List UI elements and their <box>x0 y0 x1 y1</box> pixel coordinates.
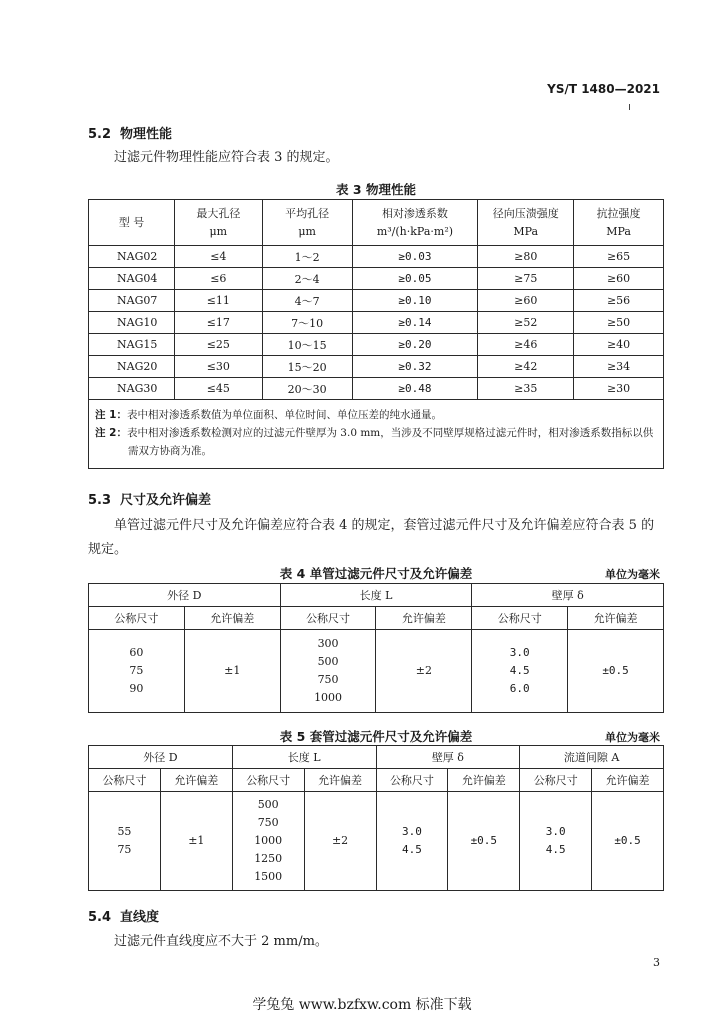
cell-value: ±2 <box>415 664 432 677</box>
section-number: 5.4 <box>88 910 112 925</box>
sub-header: 公称尺寸 <box>280 607 376 630</box>
header-label: 相对渗透系数 <box>381 206 448 220</box>
table-cell: 2～4 <box>262 268 352 290</box>
section-5-3-text: 单管过滤元件尺寸及允许偏差应符合表 4 的规定，套管过滤元件尺寸及允许偏差应符合表 5 的规定。 <box>88 518 655 557</box>
cell-value: 75 <box>129 664 144 677</box>
sub-header: 允许偏差 <box>304 769 376 792</box>
table-cell: 20～30 <box>262 378 352 400</box>
table-cell: ≤25 <box>174 334 262 356</box>
cell-value: 1500 <box>254 870 283 883</box>
header-label: 最大孔径 <box>196 206 241 220</box>
table-cell: ≥0.14 <box>352 312 478 334</box>
sub-header: 公称尺寸 <box>376 769 448 792</box>
header-label: 抗拉强度 <box>596 206 641 220</box>
data-cell <box>448 792 520 891</box>
header-cell <box>174 200 262 246</box>
table-4 <box>88 583 664 713</box>
data-cell <box>304 792 376 891</box>
group-header: 流道间隙 A <box>520 746 664 769</box>
table-cell: ≥0.48 <box>352 378 478 400</box>
table-cell: NAG07 <box>89 290 175 312</box>
table-cell: ≥60 <box>574 268 664 290</box>
header-unit: MPa <box>606 224 631 238</box>
table-cell: 15～20 <box>262 356 352 378</box>
section-number: 5.2 <box>88 127 112 142</box>
table-cell: ≥56 <box>574 290 664 312</box>
header-label: 径向压溃强度 <box>492 206 559 220</box>
cell-value: 90 <box>129 682 144 695</box>
cell-value: 60 <box>129 646 144 659</box>
table-cell: NAG20 <box>89 356 175 378</box>
table-3-notes <box>89 400 664 469</box>
cell-value: 1000 <box>254 834 283 847</box>
table-5 <box>88 745 664 891</box>
cell-value: 500 <box>257 798 279 811</box>
header-label: 型 号 <box>118 215 145 229</box>
table-cell: ≥50 <box>574 312 664 334</box>
table-cell: ≥75 <box>478 268 574 290</box>
data-cell <box>89 630 185 713</box>
table-cell: ≤30 <box>174 356 262 378</box>
cell-value: 6.0 <box>509 682 530 695</box>
table-cell: 4～7 <box>262 290 352 312</box>
section-5-3-heading <box>88 489 211 508</box>
cell-value: 4.5 <box>402 843 422 856</box>
cell-value: ±1 <box>224 664 241 677</box>
cell-value: 4.5 <box>509 664 530 677</box>
header-cell <box>262 200 352 246</box>
section-5-4-heading <box>88 906 159 925</box>
sub-header: 公称尺寸 <box>89 769 161 792</box>
table-cell: NAG30 <box>89 378 175 400</box>
standard-code: YS/T 1480—2021 <box>547 82 660 96</box>
table-cell: ≥30 <box>574 378 664 400</box>
table-cell: ≤6 <box>174 268 262 290</box>
sub-header: 公称尺寸 <box>472 607 568 630</box>
sub-header: 公称尺寸 <box>89 607 185 630</box>
table-row <box>89 290 664 312</box>
table-cell: ≥60 <box>478 290 574 312</box>
header-cell <box>352 200 478 246</box>
table-4-title: 表 4 单管过滤元件尺寸及允许偏差 <box>279 566 473 581</box>
cell-value: 1250 <box>254 852 283 865</box>
table-cell: 7～10 <box>262 312 352 334</box>
table-cell: ≥0.10 <box>352 290 478 312</box>
table-4-data-row <box>89 630 664 713</box>
data-cell <box>592 792 664 891</box>
sub-header: 允许偏差 <box>592 769 664 792</box>
header-cell <box>89 200 175 246</box>
data-cell <box>376 792 448 891</box>
header-cell <box>574 200 664 246</box>
table-cell: 10～15 <box>262 334 352 356</box>
section-title: 尺寸及允许偏差 <box>120 493 212 508</box>
table-5-data-row <box>89 792 664 891</box>
group-header: 外径 D <box>89 746 233 769</box>
cell-value: ±1 <box>188 834 205 847</box>
table-cell: ≥34 <box>574 356 664 378</box>
section-number: 5.3 <box>88 493 112 508</box>
header-unit: μm <box>209 224 228 238</box>
site-footer: 学兔兔 www.bzfxw.com 标准下载 <box>252 997 472 1013</box>
table-cell: ≤17 <box>174 312 262 334</box>
data-cell <box>232 792 304 891</box>
table-row <box>89 312 664 334</box>
table-cell: NAG10 <box>89 312 175 334</box>
table-4-subheader-row <box>89 607 664 630</box>
cell-value: 1000 <box>314 691 343 704</box>
note-text: 表中相对渗透系数检测对应的过滤元件壁厚为 3.0 mm，当涉及不同壁厚规格过滤元件时，相对渗透系数指标以供需双方协商为准。 <box>126 427 654 457</box>
table-3 <box>88 199 664 469</box>
cell-value: 55 <box>117 825 132 838</box>
table-cell: ≥52 <box>478 312 574 334</box>
sub-header: 允许偏差 <box>184 607 280 630</box>
cell-value: 750 <box>317 673 339 686</box>
cell-value: ±0.5 <box>470 834 498 847</box>
table-5-subheader-row <box>89 769 664 792</box>
table-cell: 1～2 <box>262 246 352 268</box>
table-cell: ≥42 <box>478 356 574 378</box>
sub-header: 允许偏差 <box>568 607 664 630</box>
header-unit: m³/(h·kPa·m²) <box>376 224 454 238</box>
data-cell <box>160 792 232 891</box>
table-row <box>89 246 664 268</box>
table-cell: ≤4 <box>174 246 262 268</box>
section-5-2-text: 过滤元件物理性能应符合表 3 的规定。 <box>114 150 339 165</box>
cell-value: 750 <box>257 816 279 829</box>
table-cell: ≥0.32 <box>352 356 478 378</box>
note-text: 表中相对渗透系数值为单位面积、单位时间、单位压差的纯水通量。 <box>126 409 442 421</box>
section-5-2-heading <box>88 123 172 142</box>
table-cell: ≥40 <box>574 334 664 356</box>
data-cell <box>184 630 280 713</box>
table-5-group-row <box>89 746 664 769</box>
cell-value: 75 <box>117 843 132 856</box>
sub-header: 允许偏差 <box>448 769 520 792</box>
cell-value: 3.0 <box>545 825 566 838</box>
scan-mark <box>629 104 630 110</box>
table-4-unit: 单位为毫米 <box>605 568 660 581</box>
table-cell: NAG15 <box>89 334 175 356</box>
group-header: 壁厚 δ <box>376 746 520 769</box>
data-cell <box>376 630 472 713</box>
data-cell <box>520 792 592 891</box>
group-header: 外径 D <box>89 584 281 607</box>
table-3-header-row <box>89 200 664 246</box>
table-cell: ≥46 <box>478 334 574 356</box>
table-cell: NAG04 <box>89 268 175 290</box>
table-cell: ≥65 <box>574 246 664 268</box>
sub-header: 允许偏差 <box>160 769 232 792</box>
table-5-title: 表 5 套管过滤元件尺寸及允许偏差 <box>279 729 473 744</box>
table-row <box>89 356 664 378</box>
cell-value: ±0.5 <box>614 834 641 847</box>
table-row <box>89 334 664 356</box>
cell-value: 3.0 <box>402 825 422 838</box>
group-header: 长度 L <box>232 746 376 769</box>
table-cell: NAG02 <box>89 246 175 268</box>
sub-header: 公称尺寸 <box>232 769 304 792</box>
note-label: 注 2： <box>95 427 127 439</box>
table-row <box>89 378 664 400</box>
section-title: 物理性能 <box>120 127 173 142</box>
section-title: 直线度 <box>120 910 160 925</box>
cell-value: 300 <box>317 637 339 650</box>
data-cell <box>280 630 376 713</box>
table-row <box>89 268 664 290</box>
sub-header: 允许偏差 <box>376 607 472 630</box>
table-4-group-row <box>89 584 664 607</box>
table-cell: ≥0.03 <box>352 246 478 268</box>
sub-header: 公称尺寸 <box>520 769 592 792</box>
note-2 <box>95 424 657 460</box>
cell-value: 4.5 <box>545 843 566 856</box>
table-cell: ≥80 <box>478 246 574 268</box>
note-label: 注 1： <box>95 409 127 421</box>
section-5-4-text: 过滤元件直线度应不大于 2 mm/m。 <box>114 934 328 949</box>
table-cell: ≥35 <box>478 378 574 400</box>
header-cell <box>478 200 574 246</box>
header-label: 平均孔径 <box>285 206 330 220</box>
data-cell <box>568 630 664 713</box>
cell-value: 3.0 <box>509 646 530 659</box>
cell-value: 500 <box>317 655 339 668</box>
group-header: 壁厚 δ <box>472 584 664 607</box>
header-unit: MPa <box>513 224 539 238</box>
table-cell: ≥0.05 <box>352 268 478 290</box>
table-cell: ≥0.20 <box>352 334 478 356</box>
table-cell: ≤45 <box>174 378 262 400</box>
table-3-title: 表 3 物理性能 <box>336 182 416 197</box>
page-number: 3 <box>653 956 660 969</box>
table-cell: ≤11 <box>174 290 262 312</box>
note-1 <box>95 406 657 424</box>
group-header: 长度 L <box>280 584 472 607</box>
header-unit: μm <box>298 224 316 238</box>
data-cell <box>89 792 161 891</box>
cell-value: ±0.5 <box>602 664 629 677</box>
data-cell <box>472 630 568 713</box>
cell-value: ±2 <box>331 834 349 847</box>
table-5-unit: 单位为毫米 <box>605 731 660 744</box>
